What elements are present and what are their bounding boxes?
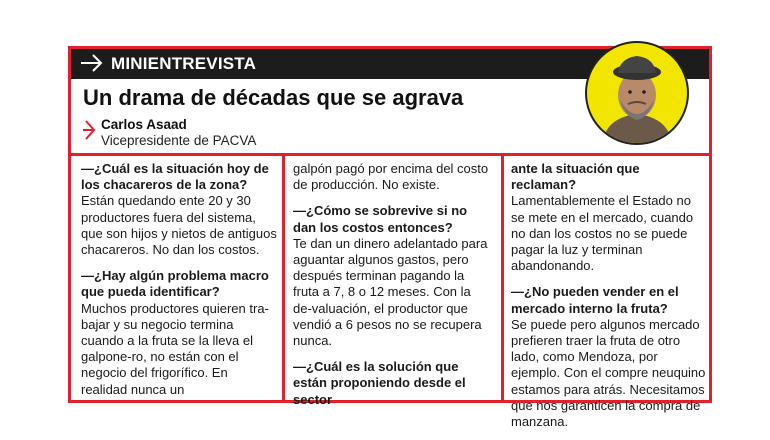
qa-paragraph [293, 359, 489, 408]
interviewee-role: Vicepresidente de PACVA [101, 133, 257, 148]
chevron-arrow-icon [83, 119, 99, 141]
qa-paragraph [511, 161, 707, 274]
question: —¿Cuál es la solución que están proponiendo desde el sector [293, 359, 466, 407]
qa-paragraph [293, 161, 489, 193]
column-rule [501, 153, 504, 403]
headline: Un drama de décadas que se agrava [83, 85, 464, 110]
question: —¿No pueden vender en el mercado interno la fruta? [511, 284, 679, 316]
text-column-2 [293, 161, 489, 418]
answer: Te dan un dinero adelantado para aguantar algunos gastos, pero después terminan pagando la fruta a 7, 8 o 12 meses. Con la de-valuación, el productor que vendió a 6 pesos no se recupera nunca. [293, 235, 488, 349]
text-column-1 [81, 161, 277, 408]
qa-paragraph [81, 268, 277, 398]
answer: Se puede pero algunos mercado prefieren traer la fruta de otro lado, como Mendoza, por ejemplo. Con el compre neuquino estamos para atrás. Necesitamos que nos garanticen la compra de manzana. [511, 316, 706, 430]
interviewee-portrait [584, 40, 690, 146]
header-divider [71, 153, 709, 156]
question: —¿Cuál es la situación hoy de los chacareros de la zona? [81, 161, 269, 193]
qa-paragraph [81, 161, 277, 258]
answer: Muchos productores quieren tra-bajar y su negocio termina cuando a la fruta se la lleva el galpone-ro, no están con el negocio del frigorífico. En realidad nunca un [81, 300, 269, 397]
question: —¿Hay algún problema macro que pueda identificar? [81, 268, 269, 300]
question: ante la situación que reclaman? [511, 161, 640, 193]
arrow-right-icon [79, 52, 105, 74]
answer: galpón pagó por encima del costo de producción. No existe. [293, 161, 489, 193]
column-rule [282, 153, 285, 403]
answer: Lamentablemente el Estado no se mete en el mercado, cuando no dan los costos no se puede pagar la luz y terminan abandonando. [511, 193, 694, 274]
interviewee-name: Carlos Asaad [101, 117, 187, 132]
answer: Están quedando ente 20 y 30 productores fuera del sistema, que son hijos y nietos de antiguos chacareros. No dan los costos. [81, 193, 277, 258]
section-label: MINIENTREVISTA [111, 54, 257, 73]
question: —¿Cómo se sobrevive si no dan los costos entonces? [293, 203, 468, 235]
qa-paragraph [511, 284, 707, 430]
text-column-3 [511, 161, 707, 440]
qa-paragraph [293, 203, 489, 349]
